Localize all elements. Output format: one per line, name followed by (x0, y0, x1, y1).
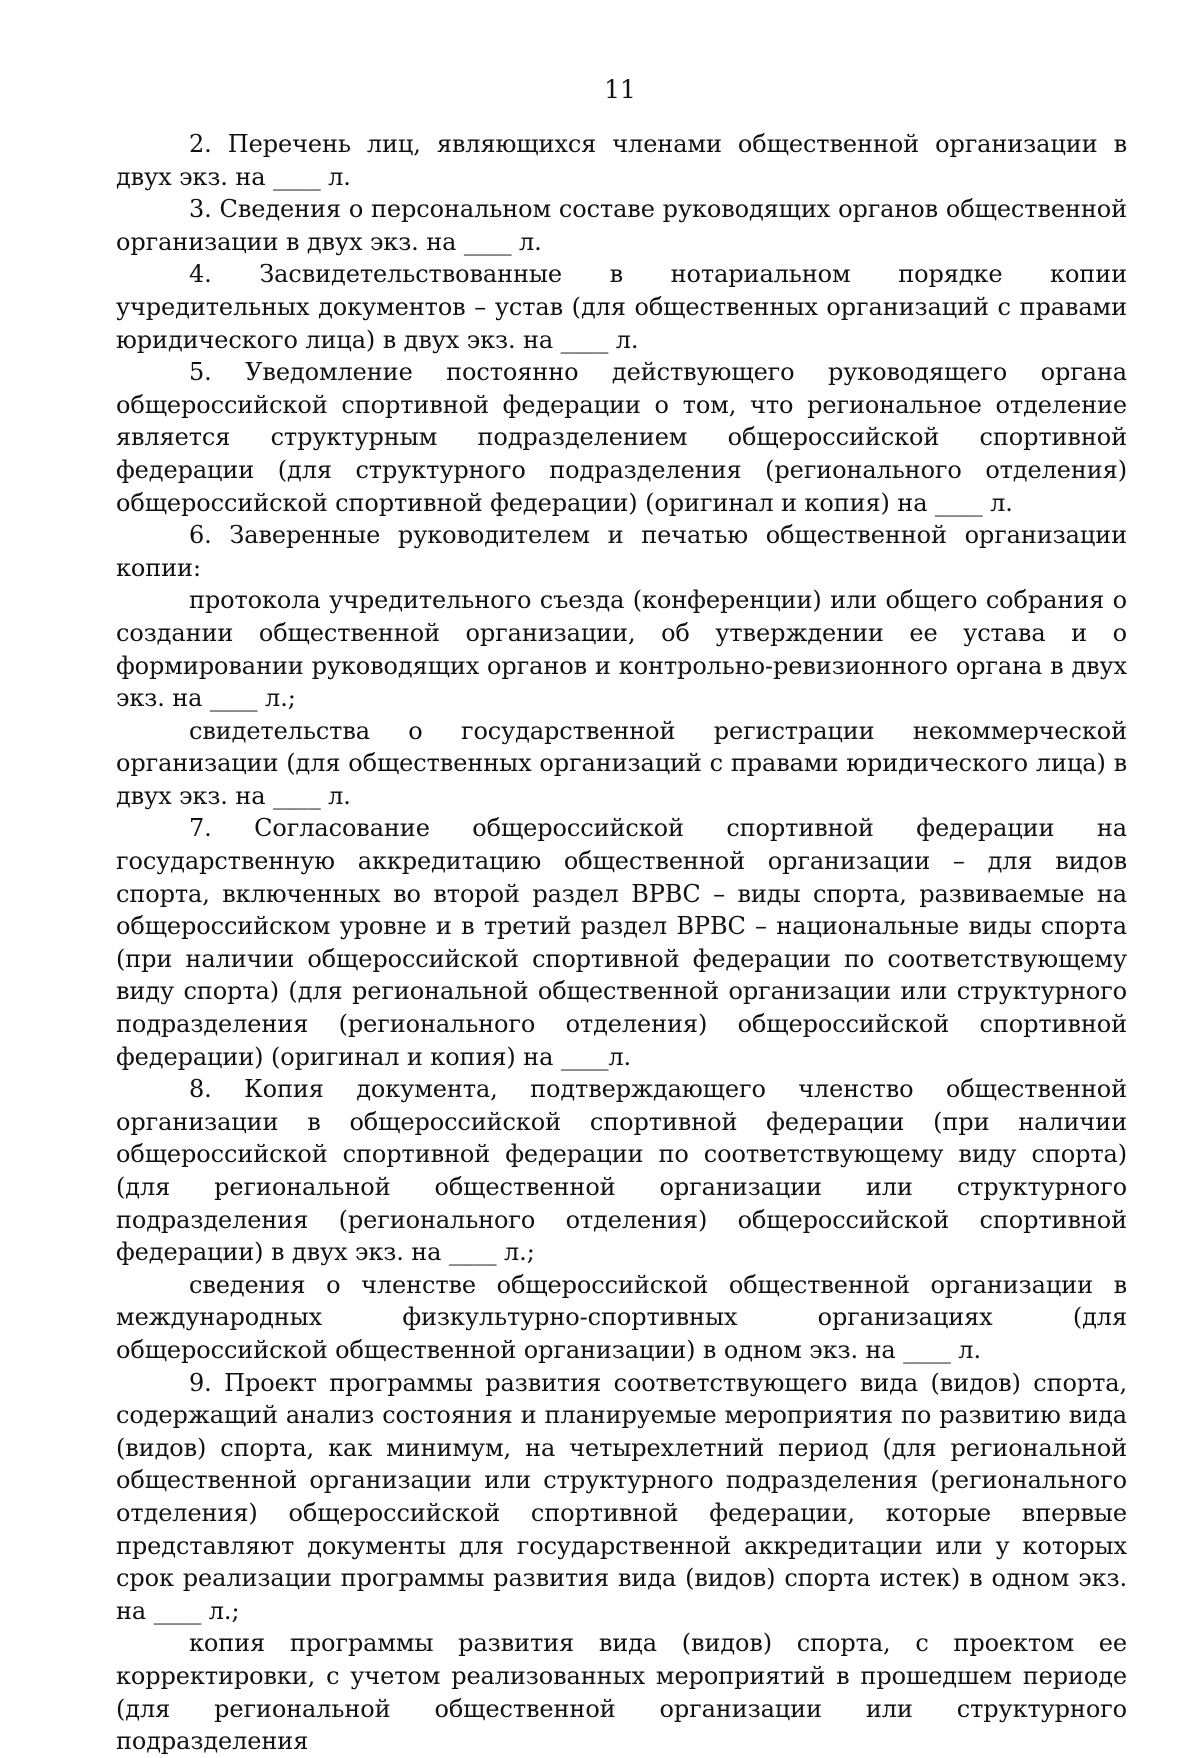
paragraph-item-9-program-copy: копия программы развития вида (видов) спорта, с проектом ее корректировки, с учетом реализованных мероприятий в прошедшем периоде (для региональной общественной организации или структурного подразделения (116, 1629, 1127, 1756)
paragraph-item-5: 5. Уведомление постоянно действующего руководящего органа общероссийской спортивной федерации о том, что региональное отделение является структурным подразделением общероссийской спортивной федерации (для структурного подразделения (регионального отделения) общероссийской спортивной федерации) (оригинал и копия) на ____ л. (116, 358, 1127, 517)
paragraph-item-8: 8. Копия документа, подтверждающего членство общественной организации в общероссийской спортивной федерации (при наличии общероссийской спортивной федерации по соответствующему виду спорта) (для региональной общественной организации или структурного подразделения (регионального отделения) общероссийской спортивной федерации) в двух экз. на ____ л.; (116, 1075, 1127, 1267)
document-body (116, 128, 1127, 1758)
paragraph-item-4: 4. Засвидетельствованные в нотариальном порядке копии учредительных документов – устав (для общественных организаций с правами юридического лица) в двух экз. на ____ л. (116, 260, 1127, 354)
paragraph-item-6-protocol: протокола учредительного съезда (конференции) или общего собрания о создании общественной организации, об утверждении ее устава и о формировании руководящих органов и контрольно-ревизионного органа в двух экз. на ____ л.; (116, 586, 1127, 713)
paragraph-item-3: 3. Сведения о персональном составе руководящих органов общественной организации в двух экз. на ____ л. (116, 195, 1127, 256)
page-number: 11 (604, 75, 636, 104)
paragraph-item-9: 9. Проект программы развития соответствующего вида (видов) спорта, содержащий анализ состояния и планируемые мероприятия по развитию вида (видов) спорта, как минимум, на четырехлетний период (для региональной общественной организации или структурного подразделения (регионального отделения) общероссийской спортивной федерации, которые впервые представляют документы для государственной аккредитации или у которых срок реализации программы развития вида (видов) спорта истек) в одном экз. на ____ л.; (116, 1368, 1127, 1625)
paragraph-item-2: 2. Перечень лиц, являющихся членами общественной организации в двух экз. на ____ л. (116, 130, 1127, 191)
paragraph-item-7: 7. Согласование общероссийской спортивной федерации на государственную аккредитацию общественной организации – для видов спорта, включенных во второй раздел ВРВС – виды спорта, развиваемые на общероссийском уровне и в третий раздел ВРВС – национальные виды спорта (при наличии общероссийской спортивной федерации по соответствующему виду спорта) (для региональной общественной организации или структурного подразделения (регионального отделения) общероссийской спортивной федерации) (оригинал и копия) на ____л. (116, 814, 1127, 1071)
paragraph-item-6-certificate: свидетельства о государственной регистрации некоммерческой организации (для общественных организаций с правами юридического лица) в двух экз. на ____ л. (116, 716, 1127, 810)
paragraph-item-8-membership: сведения о членстве общероссийской общественной организации в международных физкультурно-спортивных организациях (для общероссийской общественной организации) в одном экз. на ____ л. (116, 1270, 1127, 1364)
paragraph-item-6: 6. Заверенные руководителем и печатью общественной организации копии: (116, 521, 1127, 582)
